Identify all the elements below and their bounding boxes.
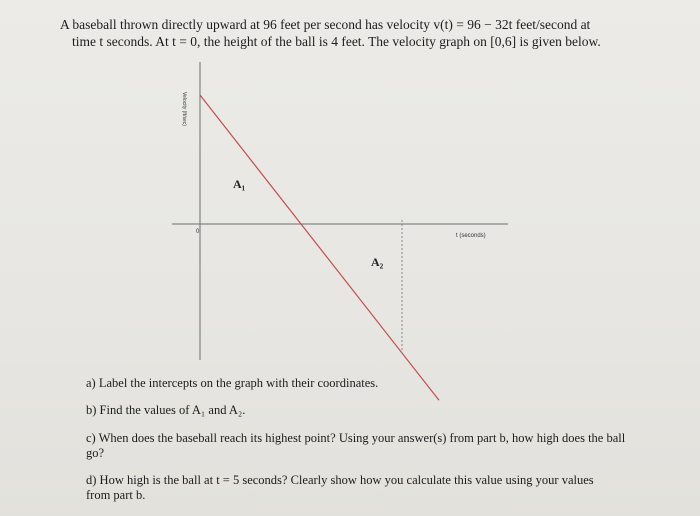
region-label-a1: A₁ bbox=[233, 177, 246, 191]
question-a: a) Label the intercepts on the graph with their coordinates. bbox=[86, 376, 379, 390]
x-axis-label: t (seconds) bbox=[456, 233, 486, 239]
y-axis-label: Velocity (ft/sec) bbox=[181, 92, 187, 126]
question-d: d) How high is the ball at t = 5 seconds? Clearly show how you calculate this value using your values from part b. bbox=[86, 473, 594, 502]
region-label-a2: A₂ bbox=[371, 255, 384, 269]
origin-label: 0 bbox=[196, 229, 200, 235]
problem-line-1: A baseball thrown directly upward at 96 feet per second has velocity v(t) = 96 − 32t feet/second at bbox=[60, 17, 591, 32]
question-b: b) Find the values of A₁ and A₂. bbox=[86, 403, 246, 417]
velocity-line bbox=[200, 95, 439, 400]
question-c: c) When does the baseball reach its highest point? Using your answer(s) from part b, how high does the ball go? bbox=[86, 431, 626, 460]
problem-line-2: time t seconds. At t = 0, the height of the ball is 4 feet. The velocity graph on [0,6] is given below. bbox=[72, 34, 601, 49]
